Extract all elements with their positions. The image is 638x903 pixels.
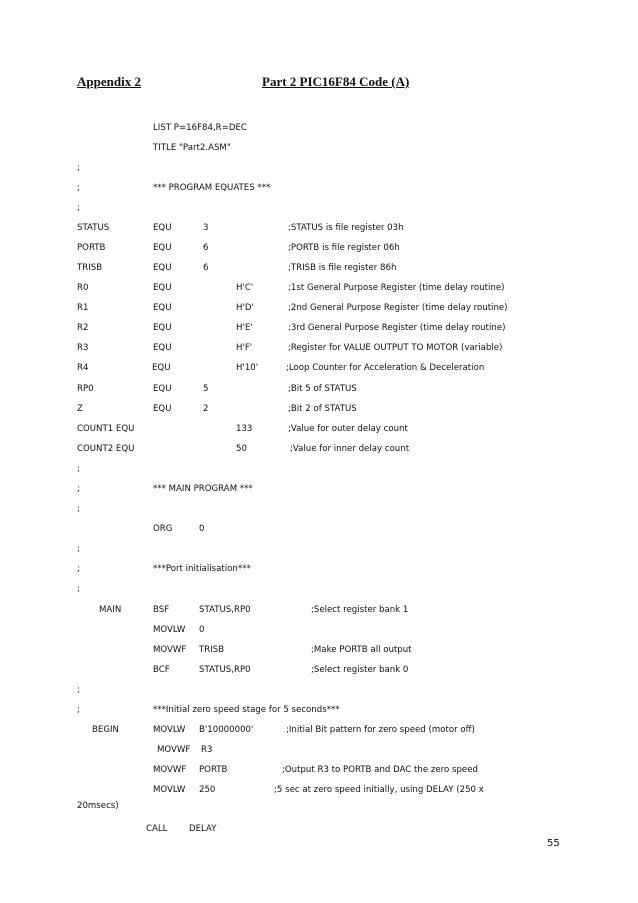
code-token: R0 (77, 283, 89, 293)
code-line (0, 303, 638, 317)
code-line (0, 123, 638, 137)
code-token: PORTB (199, 765, 228, 775)
code-line (0, 645, 638, 659)
code-token: STATUS,RP0 (199, 605, 251, 615)
code-token: H'D' (236, 303, 254, 313)
code-token: STATUS,RP0 (199, 665, 251, 675)
code-token: ***Initial zero speed stage for 5 seconds*** (153, 705, 340, 715)
code-token: COUNT1 EQU (77, 424, 135, 434)
code-token: H'E' (236, 323, 253, 333)
code-token: TRISB (77, 263, 103, 273)
code-line (0, 143, 638, 157)
code-token: ;Bit 2 of STATUS (288, 404, 357, 414)
code-line (0, 725, 638, 739)
code-token: EQU (153, 263, 172, 273)
code-line (0, 665, 638, 679)
code-line (0, 564, 638, 578)
code-line (0, 404, 638, 418)
code-token: ;STATUS is file register 03h (288, 223, 404, 233)
code-token: BCF (153, 665, 170, 675)
code-token: H'F' (236, 343, 253, 353)
code-token: ;Register for VALUE OUTPUT TO MOTOR (variable) (288, 343, 503, 353)
code-token: 0 (199, 625, 205, 635)
code-token: ;Output R3 to PORTB and DAC the zero speed (282, 765, 478, 775)
code-line (0, 223, 638, 237)
code-token: 3 (203, 223, 209, 233)
code-token: MOVLW (153, 725, 186, 735)
code-token: 50 (236, 444, 247, 454)
code-token: 0 (199, 524, 205, 534)
code-line (0, 765, 638, 779)
code-token: TRISB (199, 645, 225, 655)
code-token: MOVWF (153, 765, 187, 775)
code-line (0, 824, 638, 838)
code-token: R4 (77, 363, 89, 373)
code-token: ;Loop Counter for Acceleration & Deceleration (286, 363, 485, 373)
code-token: BSF (153, 605, 170, 615)
code-token: ;Initial Bit pattern for zero speed (motor off) (286, 725, 475, 735)
code-token: EQU (153, 323, 172, 333)
code-token: EQU (153, 384, 172, 394)
code-token: R3 (201, 745, 213, 755)
code-token: MOVWF (153, 645, 187, 655)
code-line (0, 745, 638, 759)
code-line (0, 444, 638, 458)
code-token: MOVWF (157, 745, 191, 755)
code-token: EQU (153, 243, 172, 253)
code-token: EQU (153, 303, 172, 313)
code-token: EQU (153, 283, 172, 293)
code-line (0, 584, 638, 598)
code-token: COUNT2 EQU (77, 444, 135, 454)
code-token: R2 (77, 323, 89, 333)
code-line (0, 243, 638, 257)
code-line (0, 183, 638, 197)
code-token: ;Make PORTB all output (311, 645, 412, 655)
code-token: ; (77, 564, 80, 574)
code-line (0, 424, 638, 438)
code-line (0, 801, 638, 815)
code-line (0, 464, 638, 478)
code-token: Z (77, 404, 83, 414)
code-token: TITLE "Part2.ASM" (153, 143, 231, 153)
code-token: R1 (77, 303, 89, 313)
code-token: MOVLW (153, 785, 186, 795)
code-token: ; (77, 163, 80, 173)
code-token: ;PORTB is file register 06h (288, 243, 400, 253)
code-token: ; (77, 584, 80, 594)
code-token: ;Value for outer delay count (288, 424, 408, 434)
code-token: ORG (153, 524, 173, 534)
code-token: ;Select register bank 0 (311, 665, 409, 675)
code-token: ; (77, 183, 80, 193)
code-line (0, 544, 638, 558)
code-token: B'10000000' (199, 725, 254, 735)
code-token: CALL (146, 824, 168, 834)
code-line (0, 283, 638, 297)
code-line (0, 524, 638, 538)
code-token: ;1st General Purpose Register (time delay routine) (288, 283, 505, 293)
code-token: *** MAIN PROGRAM *** (153, 484, 253, 494)
code-token: EQU (152, 363, 171, 373)
code-line (0, 625, 638, 639)
code-line (0, 343, 638, 357)
code-token: H'C' (236, 283, 254, 293)
code-line (0, 263, 638, 277)
code-token: ; (77, 544, 80, 554)
code-token: *** PROGRAM EQUATES *** (153, 183, 271, 193)
code-token: ;Select register bank 1 (311, 605, 409, 615)
code-token: ; (77, 464, 80, 474)
code-token: 6 (203, 263, 209, 273)
code-token: 2 (203, 404, 209, 414)
code-token: ; (77, 705, 80, 715)
code-token: EQU (153, 404, 172, 414)
code-token: MOVLW (153, 625, 186, 635)
code-token: R3 (77, 343, 89, 353)
code-line (0, 685, 638, 699)
code-line (0, 605, 638, 619)
code-line (0, 705, 638, 719)
code-token: ;3rd General Purpose Register (time delay routine) (288, 323, 506, 333)
code-token: 20msecs) (77, 801, 119, 811)
code-token: ; (77, 484, 80, 494)
code-token: 6 (203, 243, 209, 253)
code-token: 250 (199, 785, 216, 795)
code-token: ; (77, 203, 80, 213)
code-line (0, 504, 638, 518)
code-token: RP0 (77, 384, 94, 394)
code-token: BEGIN (92, 725, 119, 735)
code-line (0, 163, 638, 177)
code-token: ; (77, 685, 80, 695)
code-token: DELAY (189, 824, 217, 834)
code-token: ***Port initialisation*** (153, 564, 251, 574)
code-token: ;5 sec at zero speed initially, using DELAY (250 x (274, 785, 484, 795)
code-token: ;Value for inner delay count (290, 444, 410, 454)
section-title: Part 2 PIC16F84 Code (A) (262, 74, 410, 89)
code-token: ; (77, 504, 80, 514)
code-token: PORTB (77, 243, 106, 253)
code-line (0, 785, 638, 799)
code-token: ;TRISB is file register 86h (288, 263, 397, 273)
code-token: ;Bit 5 of STATUS (288, 384, 357, 394)
code-line (0, 484, 638, 498)
code-token: LIST P=16F84,R=DEC (153, 123, 247, 133)
code-line (0, 384, 638, 398)
code-token: H'10' (236, 363, 259, 373)
code-line (0, 203, 638, 217)
page-number: 55 (547, 838, 560, 849)
code-token: 5 (203, 384, 209, 394)
code-token: 133 (236, 424, 253, 434)
code-token: STATUS (77, 223, 110, 233)
code-token: MAIN (99, 605, 122, 615)
code-token: EQU (153, 343, 172, 353)
code-token: EQU (153, 223, 172, 233)
code-line (0, 323, 638, 337)
code-line (0, 363, 638, 377)
appendix-label: Appendix 2 (77, 74, 141, 89)
code-token: ;2nd General Purpose Register (time delay routine) (288, 303, 508, 313)
